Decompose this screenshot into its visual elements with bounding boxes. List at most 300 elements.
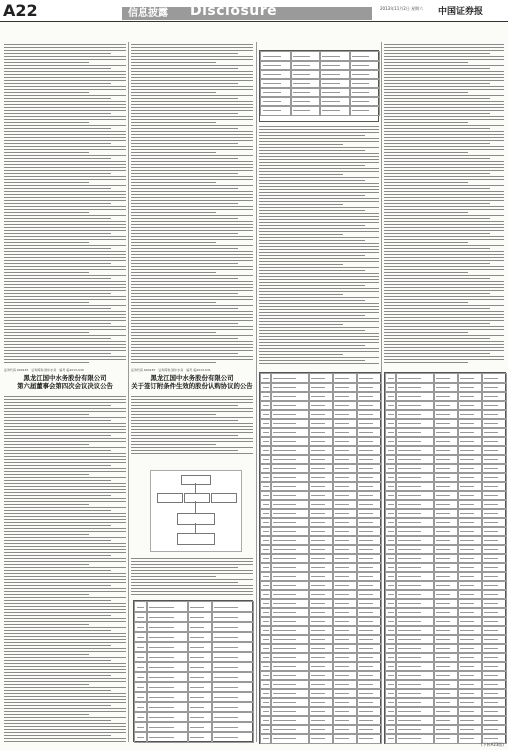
text-line xyxy=(4,594,89,595)
text-line xyxy=(4,558,126,559)
text-line xyxy=(384,191,504,192)
text-line xyxy=(131,573,253,574)
text-line xyxy=(131,408,253,409)
text-line xyxy=(384,326,504,327)
text-line xyxy=(259,231,379,232)
text-line xyxy=(4,308,111,309)
text-line xyxy=(384,227,504,228)
text-line xyxy=(4,657,126,658)
text-line xyxy=(4,65,126,66)
text-line xyxy=(131,344,253,345)
text-line xyxy=(4,432,126,433)
text-line xyxy=(4,128,111,129)
diagram-connector xyxy=(195,483,196,493)
text-line xyxy=(384,221,504,222)
text-line xyxy=(131,113,238,114)
text-line xyxy=(131,173,238,174)
text-line xyxy=(4,660,111,661)
table-cell xyxy=(349,105,381,116)
text-line xyxy=(259,249,379,250)
text-line xyxy=(384,83,490,84)
text-line xyxy=(259,192,379,193)
table-cell xyxy=(433,733,459,744)
text-line xyxy=(4,645,111,646)
text-line xyxy=(259,261,379,262)
text-line xyxy=(4,299,126,300)
text-line xyxy=(4,53,111,54)
article-text-column-3 xyxy=(259,124,379,364)
text-line xyxy=(131,92,216,93)
text-line xyxy=(259,216,379,217)
text-line xyxy=(4,362,89,363)
notice-2-body-continued xyxy=(131,556,253,596)
text-line xyxy=(4,402,126,403)
text-line xyxy=(384,335,504,336)
text-line xyxy=(384,275,504,276)
text-line xyxy=(4,606,126,607)
text-line xyxy=(4,477,126,478)
text-line xyxy=(131,245,253,246)
text-line xyxy=(384,329,504,330)
text-line xyxy=(259,153,379,154)
notice-meta: 证券代码 600187 证券简称 国中水务 编号 临2013-031 xyxy=(131,368,211,372)
text-line xyxy=(259,270,365,271)
text-line xyxy=(384,137,504,138)
text-line xyxy=(384,260,504,261)
text-line xyxy=(259,159,379,160)
text-line xyxy=(4,444,89,445)
text-line xyxy=(4,233,111,234)
text-line xyxy=(259,285,365,286)
text-line xyxy=(384,284,504,285)
text-line xyxy=(4,486,126,487)
text-line xyxy=(131,68,238,69)
text-line xyxy=(4,107,126,108)
text-line xyxy=(4,423,126,424)
text-line xyxy=(4,420,111,421)
text-line xyxy=(259,171,379,172)
text-line xyxy=(4,528,126,529)
text-line xyxy=(384,44,504,45)
text-line xyxy=(4,266,126,267)
text-line xyxy=(4,191,126,192)
text-line xyxy=(4,137,126,138)
text-line xyxy=(4,68,111,69)
text-line xyxy=(4,447,126,448)
text-line xyxy=(4,498,126,499)
article-text-column-4 xyxy=(384,42,504,364)
text-line xyxy=(4,735,111,736)
text-line xyxy=(384,230,504,231)
text-line xyxy=(131,242,216,243)
subscription-table xyxy=(133,600,253,742)
text-line xyxy=(384,125,504,126)
text-line xyxy=(4,414,89,415)
text-line xyxy=(131,227,253,228)
text-line xyxy=(131,429,253,430)
text-line xyxy=(131,411,253,412)
text-line xyxy=(4,687,126,688)
text-line xyxy=(384,257,504,258)
text-line xyxy=(4,56,126,57)
text-line xyxy=(131,254,253,255)
table-cell xyxy=(290,105,322,116)
text-line xyxy=(4,429,126,430)
text-line xyxy=(4,522,126,523)
text-line xyxy=(131,311,253,312)
text-line xyxy=(131,161,253,162)
text-line xyxy=(131,317,253,318)
text-line xyxy=(384,251,504,252)
text-line xyxy=(4,227,126,228)
text-line xyxy=(131,143,238,144)
text-line xyxy=(384,293,490,294)
text-line xyxy=(4,59,126,60)
text-line xyxy=(4,570,111,571)
text-line xyxy=(131,197,253,198)
text-line xyxy=(4,417,126,418)
text-line xyxy=(131,86,253,87)
text-line xyxy=(131,137,253,138)
text-line xyxy=(131,155,253,156)
text-line xyxy=(4,495,111,496)
text-line xyxy=(384,224,504,225)
text-line xyxy=(4,296,126,297)
text-line xyxy=(4,705,111,706)
text-line xyxy=(4,612,126,613)
text-line xyxy=(131,582,238,583)
text-line xyxy=(131,320,253,321)
text-line xyxy=(131,170,253,171)
text-line xyxy=(4,510,111,511)
text-line xyxy=(4,188,111,189)
text-line xyxy=(259,132,379,133)
text-line xyxy=(384,98,490,99)
text-line xyxy=(131,564,253,565)
text-line xyxy=(131,71,253,72)
diagram-node xyxy=(184,493,210,503)
asset-detail-table xyxy=(384,372,506,744)
text-line xyxy=(4,741,126,742)
text-line xyxy=(4,281,126,282)
text-line xyxy=(384,74,504,75)
text-line xyxy=(384,308,490,309)
text-line xyxy=(384,50,504,51)
text-line xyxy=(4,450,111,451)
text-line xyxy=(4,726,126,727)
text-line xyxy=(384,152,468,153)
text-line xyxy=(131,347,253,348)
text-line xyxy=(4,546,126,547)
text-line xyxy=(4,116,126,117)
text-line xyxy=(131,107,253,108)
text-line xyxy=(4,323,111,324)
table-cell xyxy=(395,733,435,744)
text-line xyxy=(259,177,379,178)
text-line xyxy=(259,351,379,352)
diagram-node xyxy=(181,475,211,485)
text-line xyxy=(4,540,111,541)
text-line xyxy=(259,213,379,214)
text-line xyxy=(131,122,216,123)
text-line xyxy=(384,206,504,207)
text-line xyxy=(4,110,126,111)
text-line xyxy=(4,675,111,676)
text-line xyxy=(384,299,504,300)
text-line xyxy=(131,203,238,204)
text-line xyxy=(4,474,89,475)
text-line xyxy=(384,113,490,114)
text-line xyxy=(4,585,111,586)
text-line xyxy=(131,158,238,159)
text-line xyxy=(4,552,126,553)
text-line xyxy=(384,317,504,318)
text-line xyxy=(4,356,126,357)
text-line xyxy=(131,251,253,252)
text-line xyxy=(384,218,490,219)
text-line xyxy=(131,293,238,294)
text-line xyxy=(131,131,253,132)
text-line xyxy=(4,113,111,114)
text-line xyxy=(384,140,504,141)
text-line xyxy=(259,165,365,166)
text-line xyxy=(131,128,238,129)
text-line xyxy=(4,158,111,159)
text-line xyxy=(4,248,111,249)
financial-table xyxy=(259,50,379,122)
text-line xyxy=(4,396,126,397)
text-line xyxy=(384,338,490,339)
text-line xyxy=(131,353,238,354)
text-line xyxy=(131,323,238,324)
text-line xyxy=(384,296,504,297)
text-line xyxy=(384,158,490,159)
text-line xyxy=(4,215,126,216)
text-line xyxy=(384,215,504,216)
text-line xyxy=(4,621,126,622)
text-line xyxy=(131,188,238,189)
text-line xyxy=(4,681,126,682)
text-line xyxy=(259,129,379,130)
text-line xyxy=(4,561,126,562)
text-line xyxy=(4,666,126,667)
text-line xyxy=(131,215,253,216)
text-line xyxy=(4,209,126,210)
text-line xyxy=(131,119,253,120)
text-line xyxy=(384,176,504,177)
text-line xyxy=(259,336,379,337)
text-line xyxy=(131,423,253,424)
table-cell xyxy=(270,733,310,744)
text-line xyxy=(131,585,253,586)
text-line xyxy=(259,297,379,298)
text-line xyxy=(4,714,89,715)
text-line xyxy=(4,492,126,493)
text-line xyxy=(131,266,253,267)
text-line xyxy=(384,95,504,96)
text-line xyxy=(131,65,253,66)
text-line xyxy=(4,272,89,273)
text-line xyxy=(384,263,490,264)
text-line xyxy=(4,549,126,550)
text-line xyxy=(384,80,504,81)
text-line xyxy=(131,59,253,60)
text-line xyxy=(131,335,253,336)
text-line xyxy=(384,239,504,240)
text-line xyxy=(4,564,89,565)
text-line xyxy=(4,179,126,180)
text-line xyxy=(259,345,365,346)
text-line xyxy=(131,179,253,180)
text-line xyxy=(4,302,89,303)
ownership-structure-diagram xyxy=(150,470,242,552)
text-line xyxy=(131,396,253,397)
diagram-node xyxy=(157,493,183,503)
text-line xyxy=(384,119,504,120)
text-line xyxy=(131,441,253,442)
text-line xyxy=(4,693,126,694)
text-line xyxy=(4,314,126,315)
text-line xyxy=(131,224,253,225)
text-line xyxy=(4,203,111,204)
text-line xyxy=(4,311,126,312)
text-line xyxy=(4,224,126,225)
text-line xyxy=(131,83,238,84)
text-line xyxy=(259,273,379,274)
text-line xyxy=(4,83,111,84)
text-line xyxy=(384,350,504,351)
text-line xyxy=(131,558,253,559)
text-line xyxy=(131,239,253,240)
text-line xyxy=(131,149,253,150)
text-line xyxy=(259,309,379,310)
text-line xyxy=(131,447,253,448)
text-line xyxy=(4,263,111,264)
text-line xyxy=(259,264,343,265)
text-line xyxy=(384,179,504,180)
text-line xyxy=(259,195,365,196)
text-line xyxy=(131,125,253,126)
text-line xyxy=(131,305,253,306)
text-line xyxy=(131,263,238,264)
text-line xyxy=(131,233,238,234)
diagram-connector xyxy=(195,501,196,513)
text-line xyxy=(131,272,216,273)
text-line xyxy=(384,155,504,156)
text-line xyxy=(259,162,379,163)
text-line xyxy=(384,272,468,273)
text-line xyxy=(4,639,126,640)
text-line xyxy=(384,107,504,108)
text-line xyxy=(131,236,253,237)
issue-date: 2013年11月2日 星期六 xyxy=(380,6,424,11)
text-line xyxy=(4,242,89,243)
text-line xyxy=(131,350,253,351)
text-line xyxy=(131,278,238,279)
text-line xyxy=(4,218,111,219)
text-line xyxy=(4,200,126,201)
text-line xyxy=(131,152,216,153)
text-line xyxy=(259,198,379,199)
text-line xyxy=(384,86,504,87)
text-line xyxy=(131,444,216,445)
text-line xyxy=(4,278,111,279)
notice-title-2 xyxy=(131,374,253,390)
text-line xyxy=(259,306,379,307)
text-line xyxy=(4,567,126,568)
text-line xyxy=(4,579,126,580)
notice-1-body xyxy=(4,394,126,744)
text-line xyxy=(4,534,89,535)
text-line xyxy=(259,321,379,322)
text-line xyxy=(131,290,253,291)
table-cell xyxy=(356,733,382,744)
text-line xyxy=(4,236,126,237)
text-line xyxy=(4,633,126,634)
text-line xyxy=(259,276,379,277)
text-line xyxy=(131,576,216,577)
text-line xyxy=(4,636,126,637)
text-line xyxy=(259,348,379,349)
text-line xyxy=(131,260,253,261)
text-line xyxy=(4,648,126,649)
text-line xyxy=(131,44,253,45)
text-line xyxy=(4,597,126,598)
section-banner xyxy=(122,3,372,20)
text-line xyxy=(131,438,253,439)
text-line xyxy=(4,230,126,231)
text-line xyxy=(131,308,238,309)
text-line xyxy=(131,164,253,165)
text-line xyxy=(4,738,126,739)
text-line xyxy=(4,720,111,721)
text-line xyxy=(4,245,126,246)
text-line xyxy=(4,465,111,466)
text-line xyxy=(4,287,126,288)
text-line xyxy=(4,269,126,270)
text-line xyxy=(131,218,238,219)
text-line xyxy=(384,53,490,54)
text-line xyxy=(259,186,379,187)
text-line xyxy=(131,420,238,421)
text-line xyxy=(4,462,126,463)
text-line xyxy=(384,245,504,246)
text-line xyxy=(384,359,504,360)
text-line xyxy=(384,281,504,282)
text-line xyxy=(4,582,126,583)
text-line xyxy=(384,311,504,312)
text-line xyxy=(259,234,343,235)
text-line xyxy=(4,588,126,589)
text-line xyxy=(384,167,504,168)
text-line xyxy=(4,173,111,174)
text-line xyxy=(4,405,111,406)
header-rule xyxy=(0,21,508,22)
text-line xyxy=(4,678,126,679)
text-line xyxy=(4,206,126,207)
text-line xyxy=(131,257,253,258)
text-line xyxy=(259,222,379,223)
text-line xyxy=(4,480,111,481)
table-cell xyxy=(308,733,334,744)
text-line xyxy=(131,191,253,192)
table-cell xyxy=(319,105,351,116)
text-line xyxy=(4,615,111,616)
text-line xyxy=(259,318,379,319)
text-line xyxy=(4,663,126,664)
text-line xyxy=(4,642,126,643)
notice-meta: 证券代码 600187 证券简称 国中水务 编号 临2013-030 xyxy=(4,368,84,372)
